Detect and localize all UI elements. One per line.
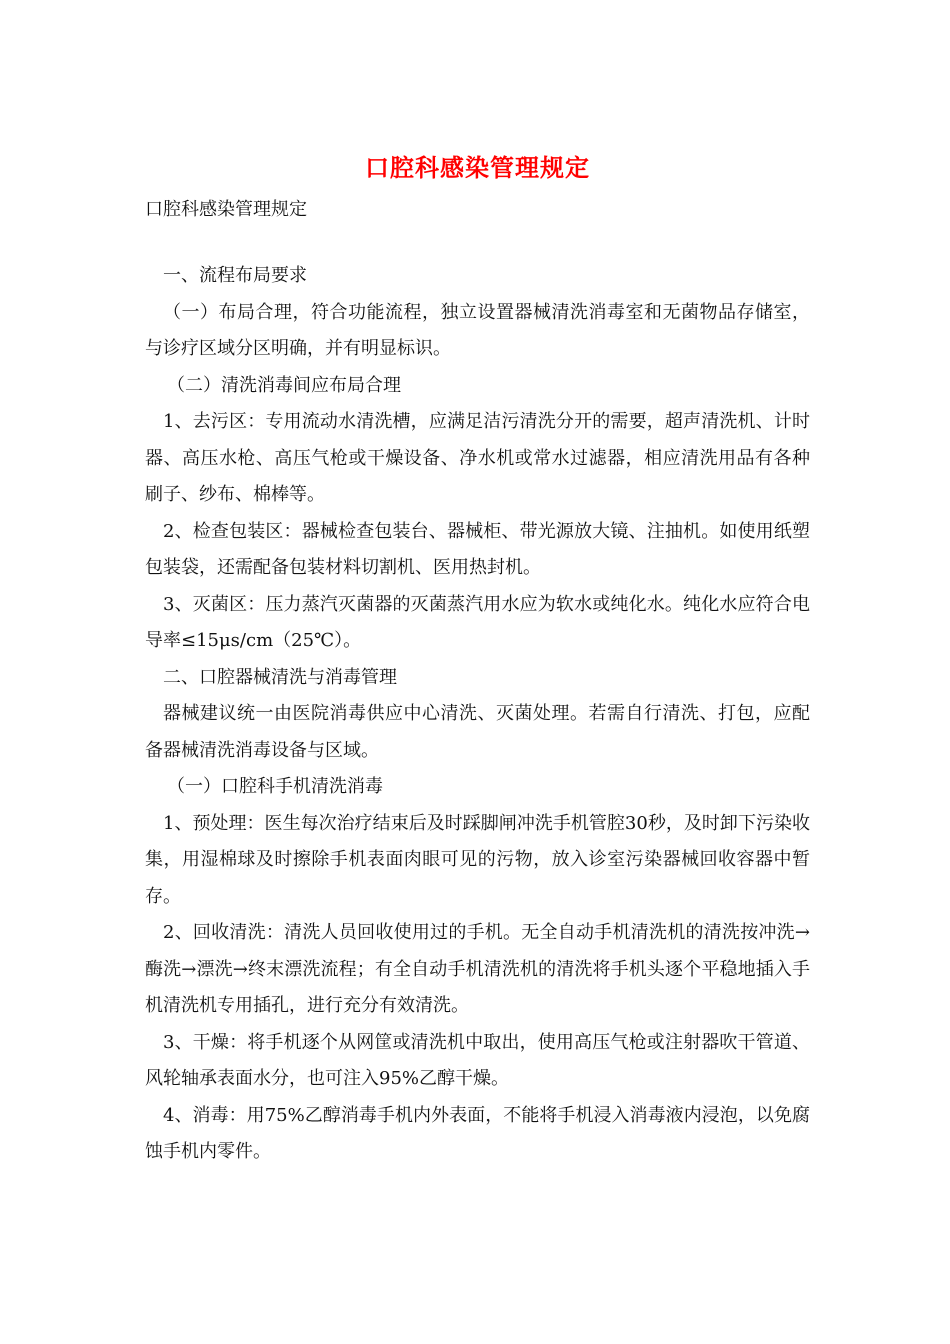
paragraph-layout-reasonable: （一）布局合理，符合功能流程，独立设置器械清洗消毒室和无菌物品存储室，与诊疗区域分区明确，并有明显标识。: [145, 301, 810, 359]
paragraph-decontamination-area: 1、去污区：专用流动水清洗槽，应满足洁污清洗分开的需要，超声清洗机、计时器、高压水枪、高压气枪或干燥设备、净水机或常水过滤器，相应清洗用品有各种刷子、纱布、棉棒等。: [145, 411, 810, 505]
paragraph-sterilization-area: 3、灭菌区：压力蒸汽灭菌器的灭菌蒸汽用水应为软水或纯化水。纯化水应符合电导率≤15μs/cm（25℃）。: [145, 593, 810, 651]
paragraph-pretreatment: 1、预处理：医生每次治疗结束后及时踩脚闸冲洗手机管腔30秒，及时卸下污染收集，用湿棉球及时擦除手机表面肉眼可见的污物，放入诊室污染器械回收容器中暂存。: [145, 812, 810, 907]
paragraph-disinfection: 4、消毒：用75%乙醇消毒手机内外表面，不能将手机浸入消毒液内浸泡，以免腐蚀手机内零件。: [145, 1104, 810, 1162]
paragraph-packaging-area: 2、检查包装区：器械检查包装台、器械柜、带光源放大镜、注抽机。如使用纸塑包装袋，还需配备包装材料切割机、医用热封机。: [145, 520, 810, 578]
document-subtitle: 口腔科感染管理规定: [145, 199, 307, 220]
document-title: 口腔科感染管理规定: [365, 153, 590, 182]
section-heading-instrument-management: 二、口腔器械清洗与消毒管理: [163, 666, 397, 688]
paragraph-recovery-cleaning: 2、回收清洗：清洗人员回收使用过的手机。无全自动手机清洗机的清洗按冲洗→酶洗→漂洗→终末漂洗流程；有全自动手机清洗机的清洗将手机头逐个平稳地插入手机清洗机专用插孔，进行充分有效清洗。: [145, 922, 810, 1016]
subsection-heading-cleaning-room: （二）清洗消毒间应布局合理: [167, 374, 401, 396]
document-content: [145, 150, 810, 1171]
paragraph-drying: 3、干燥：将手机逐个从网筐或清洗机中取出，使用高压气枪或注射器吹干管道、风轮轴承表面水分，也可注入95%乙醇干燥。: [145, 1031, 810, 1089]
paragraph-gap: [145, 224, 810, 258]
subsection-heading-handpiece: （一）口腔科手机清洗消毒: [167, 776, 383, 797]
paragraph-central-processing: 器械建议统一由医院消毒供应中心清洗、灭菌处理。若需自行清洗、打包，应配备器械清洗消毒设备与区域。: [145, 703, 810, 761]
section-heading-layout: 一、流程布局要求: [163, 265, 307, 286]
